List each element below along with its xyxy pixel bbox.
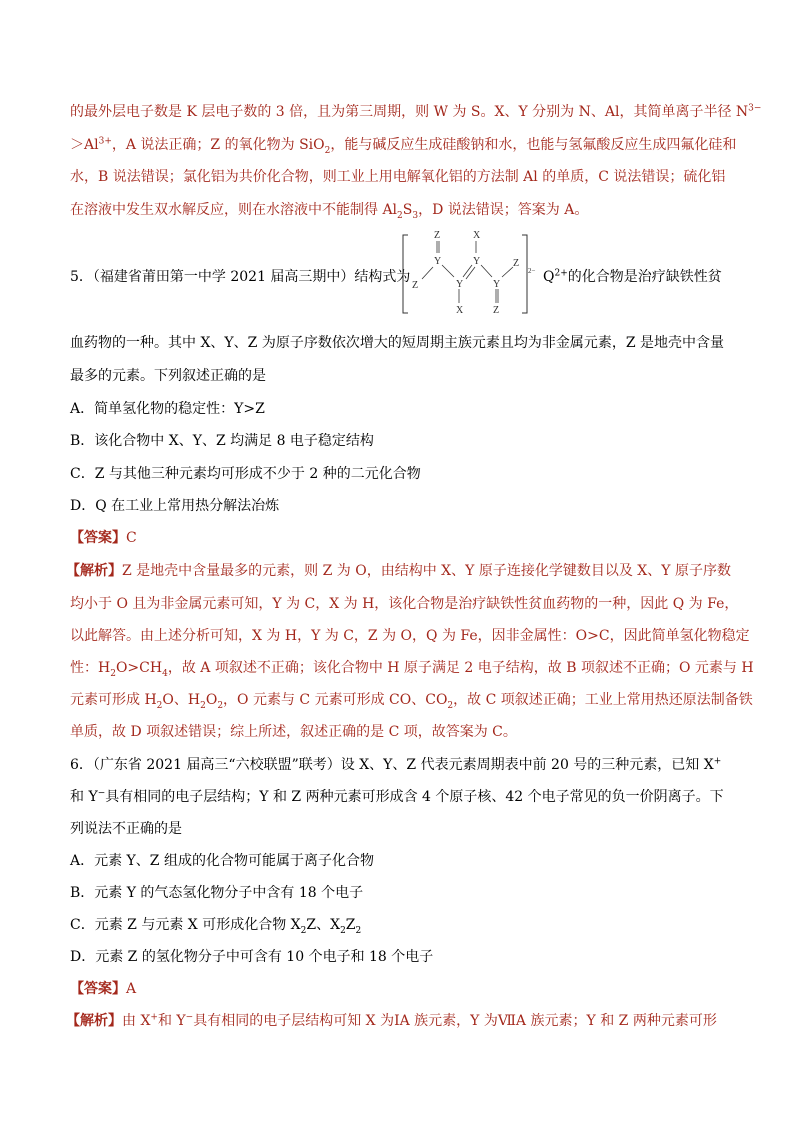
atom-label: Y <box>493 279 501 290</box>
q5-analysis-line-3: 以此解答。由上述分析可知，X 为 H，Y 为 C，Z 为 O，Q 为 Fe，因非金属性：O>C，因此简单氢化物稳定 <box>70 628 750 644</box>
q5-stem-line-3: 最多的元素。下列叙述正确的是 <box>70 368 266 384</box>
atom-label: Z <box>493 305 500 316</box>
q5-analysis-line-2: 均小于 O 且为非金属元素可知，Y 为 C，X 为 H，该化合物是治疗缺铁性贫血药物的一种，因此 Q 为 Fe， <box>70 596 739 612</box>
q5-stem-line-2: 血药物的一种。其中 X、Y、Z 为原子序数依次增大的短周期主族元素且均为非金属元素，Z 是地壳中含量 <box>70 335 725 351</box>
structural-formula <box>400 225 540 320</box>
q6-stem-line-3: 列说法不正确的是 <box>70 821 182 837</box>
q5-option-c: C．Z 与其他三种元素均可形成不少于 2 种的二元化合物 <box>70 466 421 482</box>
atom-label: Y <box>473 256 481 267</box>
q5-answer: 【答案】C <box>70 530 137 546</box>
bond <box>466 267 475 279</box>
bond <box>481 265 492 277</box>
q5-analysis-line-1: 【解析】Z 是地壳中含量最多的元素，则 Z 为 O，由结构中 X、Y 原子连接化学键数目以及 X、Y 原子序数 <box>66 563 731 579</box>
left-bracket <box>403 235 408 313</box>
prev-explanation-line-3: 水，B 说法错误；氯化铝为共价化合物，则工业上用电解氧化铝的方法制 Al 的单质，C 说法错误；硫化铝 <box>70 169 726 185</box>
bond <box>463 265 472 277</box>
q6-stem-line-2: 和 Y−具有相同的电子层结构；Y 和 Z 两种元素可形成含 4 个原子核、42 个电子常见的负一价阴离子。下 <box>70 788 724 805</box>
atom-label: Z <box>434 230 441 241</box>
atom-label: Z <box>513 258 520 269</box>
q5-option-d: D．Q 在工业上常用热分解法冶炼 <box>70 498 280 514</box>
q5-analysis-line-4: 性：$H_2O>CH_4$，故 A 项叙述不正确；该化合物中 H 原子满足 2 电子结构，故 B 项叙述不正确；O 元素与 H <box>70 660 754 679</box>
right-bracket <box>522 235 527 313</box>
q5-option-b: B．该化合物中 X、Y、Z 均满足 8 电子稳定结构 <box>70 433 374 449</box>
q6-option-c: C．元素 Z 与元素 X 可形成化合物 $X_2Z$、$X_2Z_2$ <box>70 917 362 936</box>
q5-analysis-line-6: 单质，故 D 项叙述错误；综上所述，叙述正确的是 C 项，故答案为 C。 <box>70 724 517 740</box>
q5-analysis-line-5: 元素可形成 $H_2O$、$H_2O_2$，O 元素与 C 元素可形成 CO、$CO_2$，故 C 项叙述正确；工业上常用热还原法制备铁 <box>70 692 753 711</box>
bond <box>442 265 454 277</box>
prev-explanation-line-1: 的最外层电子数是 K 层电子数的 3 倍，且为第三周期，则 W 为 S。X、Y 分别为 N、Al，其简单离子半径 $N^{3-}$ <box>70 103 762 120</box>
bond <box>422 267 433 279</box>
q6-option-a: A．元素 Y、Z 组成的化合物可能属于离子化合物 <box>70 853 374 869</box>
q6-analysis-line-1: 【解析】由 X+和 Y−具有相同的电子层结构可知 X 为ⅠA 族元素，Y 为ⅦA 族元素；Y 和 Z 两种元素可形 <box>66 1012 717 1029</box>
q6-option-b: B．元素 Y 的气态氢化物分子中含有 18 个电子 <box>70 885 364 901</box>
q5-stem-line-1-tail: $Q^{2+}$的化合物是治疗缺铁性贫 <box>543 268 722 285</box>
atom-label: Y <box>456 279 464 290</box>
q5-stem-line-1: 5．（福建省莆田第一中学 2021 届高三期中）结构式为 <box>70 269 411 285</box>
prev-explanation-line-2: $>Al^{3+}$，A 说法正确；Z 的氧化物为 SiO$_2$，能与碱反应生成硅酸钠和水，也能与氢氟酸反应生成四氟化硅和 <box>70 136 737 156</box>
charge-label: 2− <box>528 267 536 275</box>
q5-option-a: A．简单氢化物的稳定性：Y>Z <box>70 401 265 417</box>
q6-answer: 【答案】A <box>70 981 137 997</box>
q6-stem-line-1: 6．（广东省 2021 届高三“六校联盟”联考）设 X、Y、Z 代表元素周期表中前 20 号的三种元素，已知 X+ <box>70 756 722 773</box>
prev-explanation-line-4: 在溶液中发生双水解反应，则在水溶液中不能制得 $Al_2S_3$，D 说法错误；答案为 A。 <box>70 202 589 221</box>
atom-label: Z <box>412 280 419 291</box>
atom-label: X <box>456 305 464 316</box>
bond <box>502 267 513 277</box>
atom-label: Y <box>434 256 442 267</box>
atom-label: X <box>473 230 481 241</box>
q6-option-d: D．元素 Z 的氢化物分子中可含有 10 个电子和 18 个电子 <box>70 949 434 965</box>
